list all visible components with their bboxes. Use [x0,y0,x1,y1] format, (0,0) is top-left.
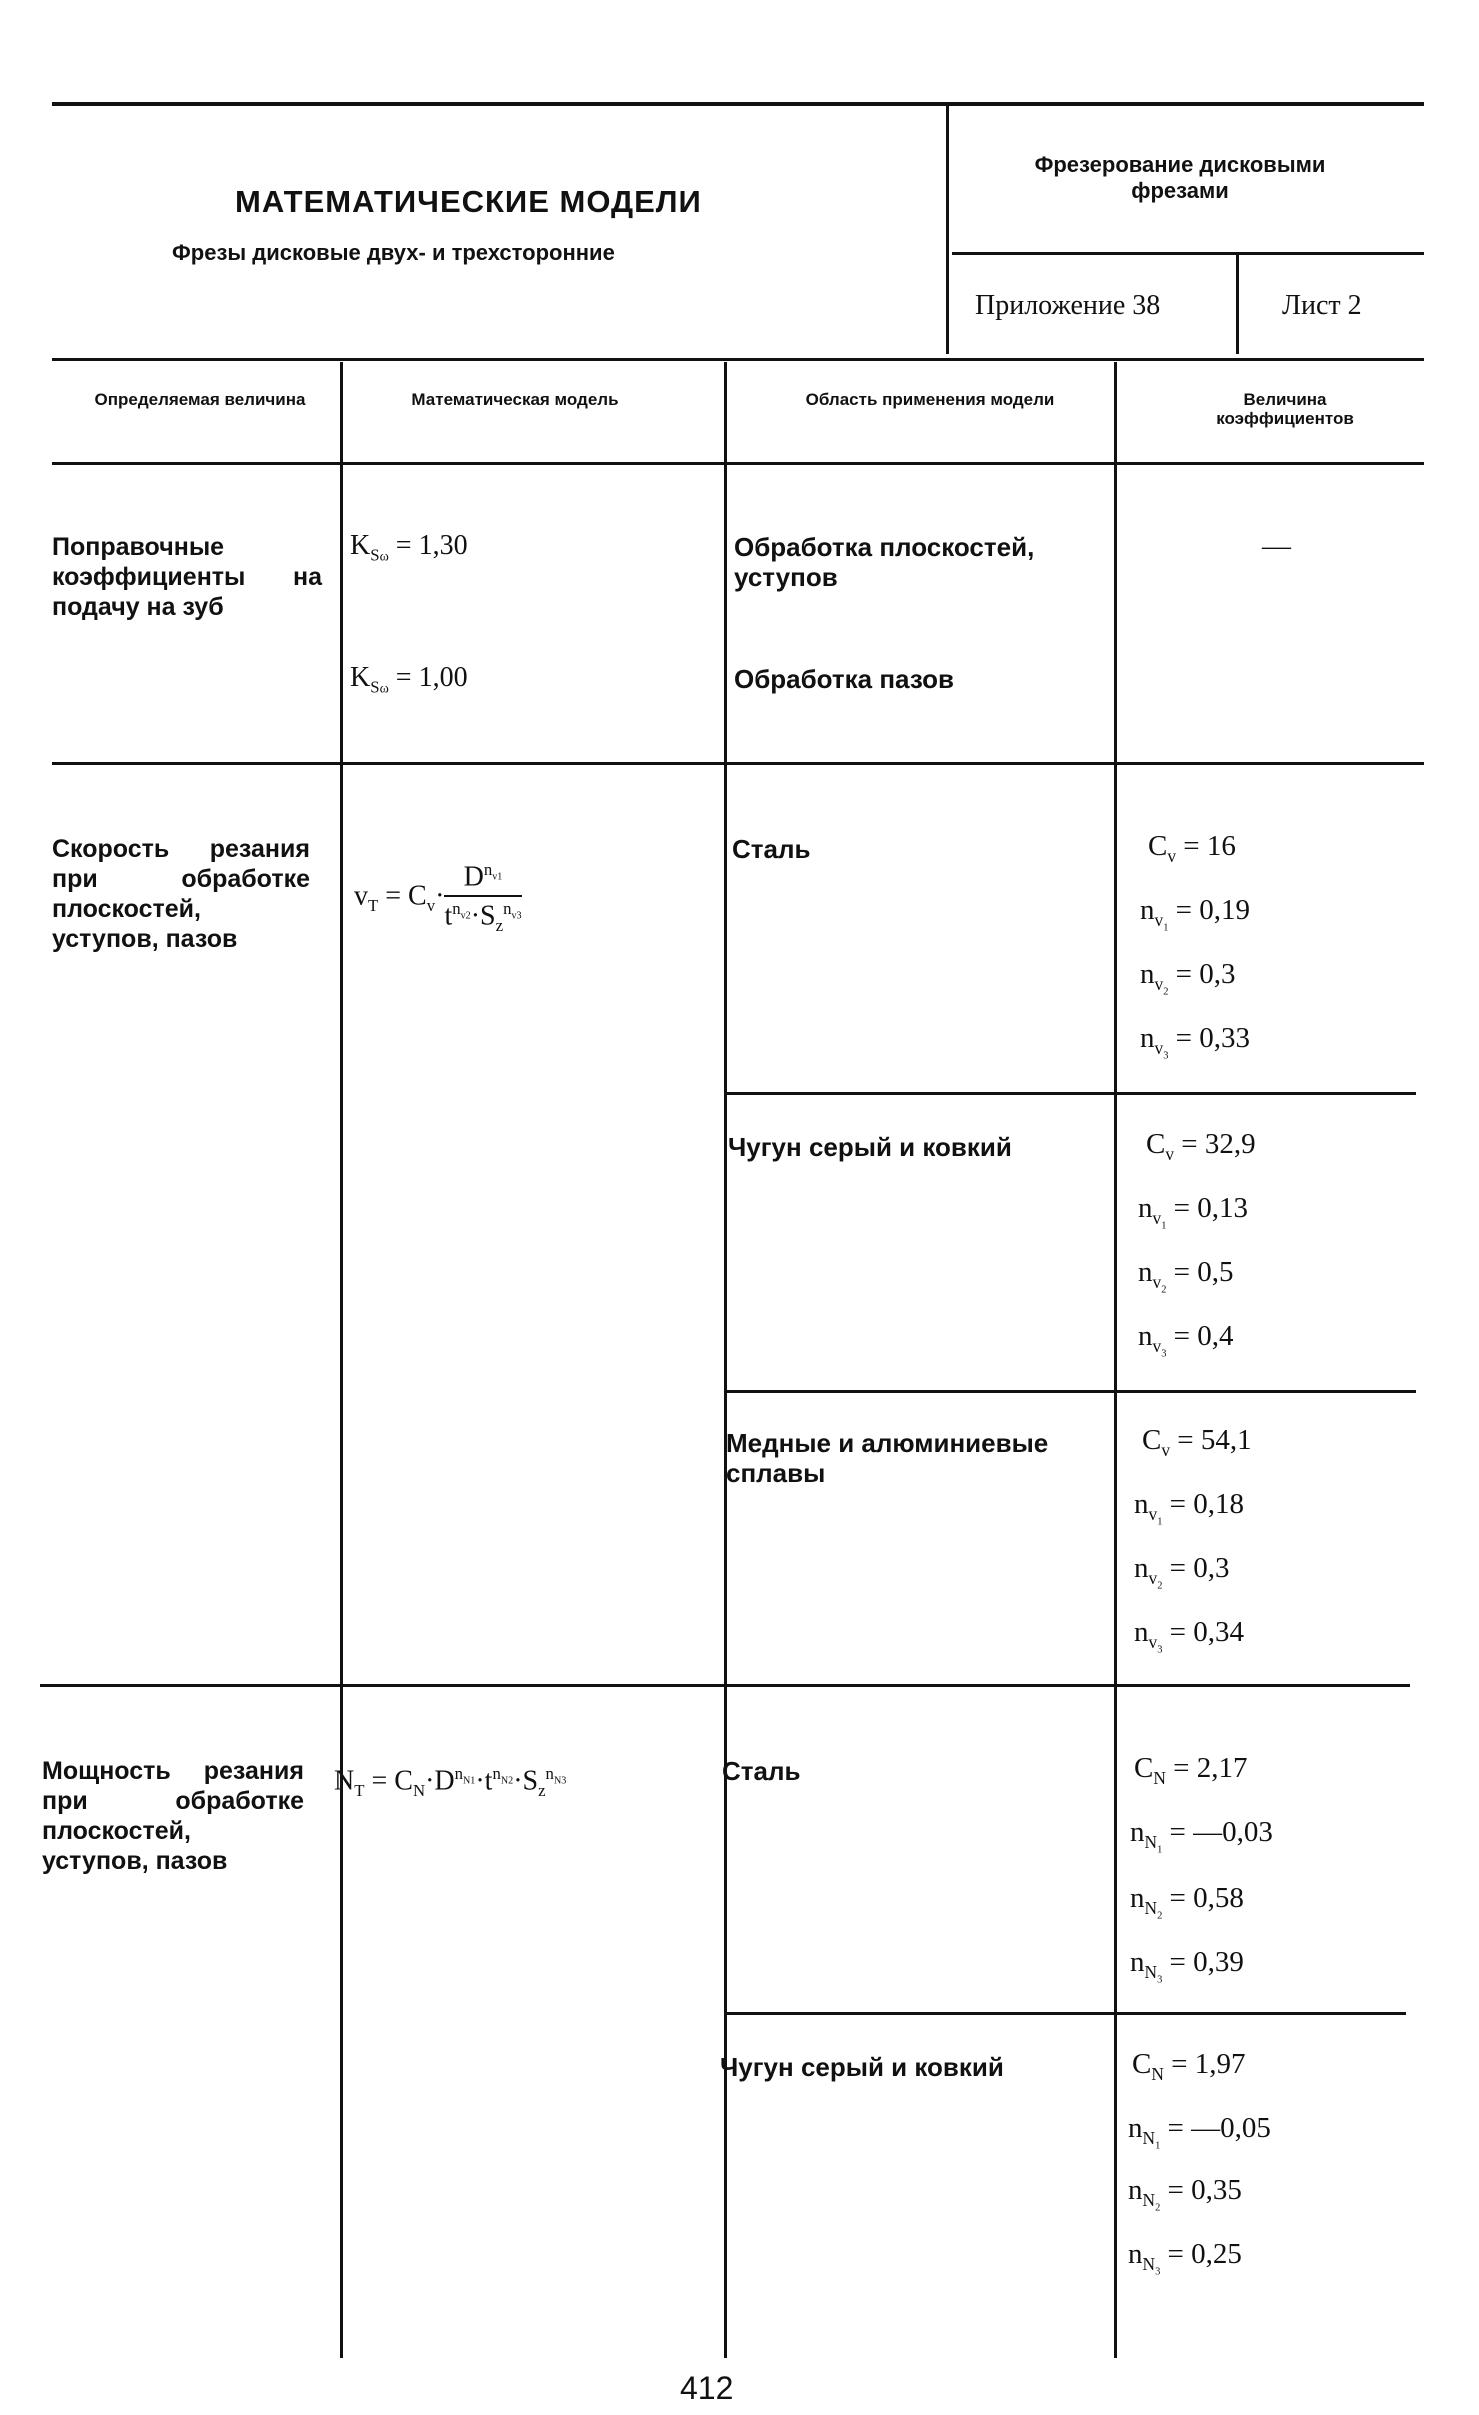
page-subtitle: Фрезы дисковые двух- и трехсторонние [172,240,615,265]
row3-application-2: Чугун серый и ковкий [720,2052,1004,2082]
operation-title: Фрезерование дисковыми фрезами [1034,152,1326,203]
row2-cv-1: $C_v = 16$ [1148,830,1236,866]
row1-label: Поправочные коэффициенты на подачу на зуб [52,533,322,621]
header-right-hrule [952,252,1424,255]
col-divider-3 [1114,362,1117,2358]
row2-application-1: Сталь [732,834,811,864]
row2-cv-2: $C_v = 32,9$ [1146,1128,1256,1164]
row2-label: Скорость резания при обработке плоскостей, уступов, пазов [52,835,310,953]
row1-application-b: Обработка пазов [734,664,954,694]
table-header-bottom-rule [52,462,1424,465]
row3-n3-1: $n_{N_3} = 0,39$ [1130,1946,1244,1986]
row2-n1-3: $n_{v_1} = 0,18$ [1134,1488,1245,1528]
row3-n3-2: $n_{N_3} = 0,25$ [1128,2238,1242,2278]
row2-n1-1: $n_{v_1} = 0,19$ [1140,894,1251,934]
sheet-label: Лист 2 [1282,290,1362,321]
row1-application-a: Обработка плоскостей, уступов [734,532,1035,592]
row3-n2-1: $n_{N_2} = 0,58$ [1130,1882,1244,1922]
row3-n1-1: $n_{N_1}$ = —0,03 [1130,1816,1273,1856]
row2-model-formula: $v_T = C_v\cdot$ $\frac{D^{n_{v1}}}{t^{n_{v2}}\cdot S_z^{n_{v3}}}$ [354,860,522,936]
row2-cv-3: $C_v = 54,1$ [1142,1424,1252,1460]
row2-bottom-rule [40,1684,1410,1687]
row1-model-a: $K_{S\omega} = 1,30$ [350,530,468,565]
row3-cn-2: $C_N = 1,97$ [1132,2048,1246,2084]
col-header-application: Область применения модели [805,390,1055,409]
row3-n2-2: $n_{N_2} = 0,35$ [1128,2174,1242,2214]
row2-group1-rule [726,1092,1416,1095]
page-number: 412 [680,2370,734,2406]
row2-application-2: Чугун серый и ковкий [728,1132,1012,1162]
header-right-vdivider [1236,254,1239,354]
row2-application-3: Медные и алюминиевые сплавы [726,1428,1049,1488]
col-header-quantity: Определяемая величина [94,390,306,409]
row1-bottom-rule [52,762,1424,765]
row1-model-b: $K_{S\omega} = 1,00$ [350,662,468,697]
row2-n2-2: $n_{v_2} = 0,5$ [1138,1256,1234,1296]
row1-coefficient: — [1262,530,1291,562]
row3-cn-1: $C_N = 2,17$ [1134,1752,1248,1788]
page-title: МАТЕМАТИЧЕСКИЕ МОДЕЛИ [235,184,702,219]
row2-n2-1: $n_{v_2} = 0,3$ [1140,958,1236,998]
row2-n2-3: $n_{v_2} = 0,3$ [1134,1552,1230,1592]
top-rule [52,102,1424,106]
row3-group1-rule [726,2012,1406,2015]
col-header-model: Математическая модель [411,390,619,409]
row3-label: Мощность резания при обработке плоскостей, уступов, пазов [42,1757,304,1875]
row3-n1-2: $n_{N_1}$ = —0,05 [1128,2112,1271,2152]
col-header-coefficients: Величина коэффициентов [1216,390,1354,428]
row3-application-1: Сталь [722,1756,801,1786]
table-top-rule [52,358,1424,361]
row2-group2-rule [726,1390,1416,1393]
row2-n3-2: $n_{v_3} = 0,4$ [1138,1320,1234,1360]
row2-n3-3: $n_{v_3} = 0,34$ [1134,1616,1245,1656]
row2-n1-2: $n_{v_1} = 0,13$ [1138,1192,1249,1232]
appendix-label: Приложение 38 [975,290,1161,321]
row3-model-formula: $N_T = C_N\cdot D^{n_{N1}}\cdot t^{n_{N2}}\cdot S_z^{n_{N3}}$ [334,1764,567,1800]
col-divider-1 [340,362,343,2358]
row2-n3-1: $n_{v_3} = 0,33$ [1140,1022,1251,1062]
header-vertical-divider [946,104,949,354]
